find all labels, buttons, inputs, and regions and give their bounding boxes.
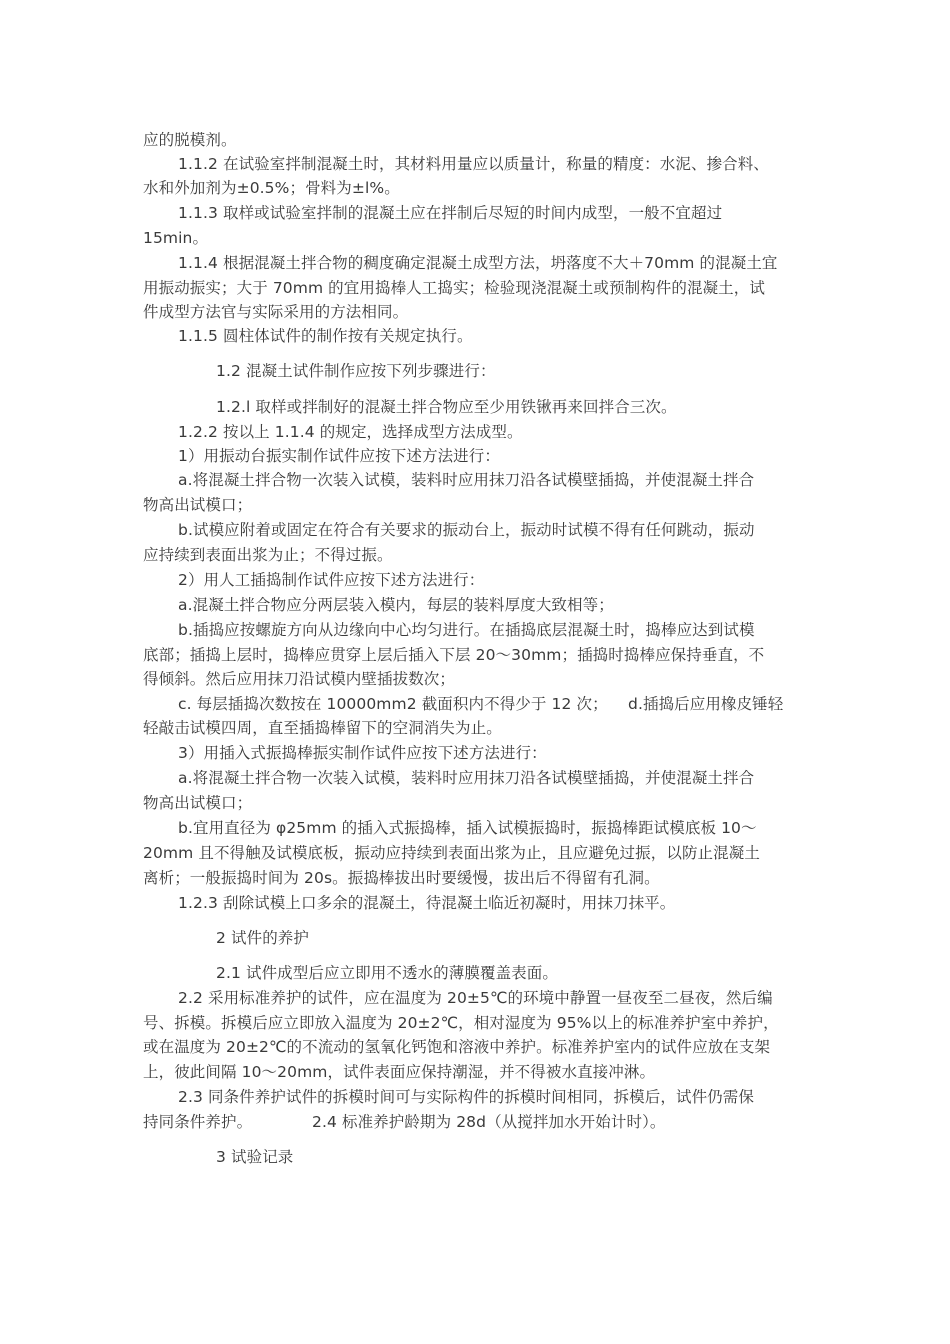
text-line: 1.1.5 圆柱体试件的制作按有关规定执行。 (178, 327, 473, 345)
text-line: 用振动振实；大于 70mm 的宜用捣棒人工捣实；检验现浇混凝土或预制构件的混凝土，试 (143, 279, 765, 297)
text-line: 或在温度为 20±2℃的不流动的氢氧化钙饱和溶液中养护。标准养护室内的试件应放在支架 (143, 1038, 771, 1056)
text-line: 离析；一般振捣时间为 20s。振捣棒拔出时要缓慢，拔出后不得留有孔洞。 (143, 869, 660, 887)
text-line: 1.2.2 按以上 1.1.4 的规定，选择成型方法成型。 (178, 423, 523, 441)
text-line: 底部；插捣上层时，捣棒应贯穿上层后插入下层 20～30mm；插捣时捣棒应保持垂直，不 (143, 646, 765, 664)
text-line: 1.1.4 根据混凝土拌合物的稠度确定混凝土成型方法，坍落度不大＋70mm 的混凝土宜 (178, 254, 778, 272)
text-line: 上，彼此间隔 10～20mm，试件表面应保持潮湿，并不得被水直接冲淋。 (143, 1063, 656, 1081)
text-line: 20mm 且不得触及试模底板，振动应持续到表面出浆为止，且应避免过振，以防止混凝土 (143, 844, 760, 862)
text-line: 1）用振动台振实制作试件应按下述方法进行： (178, 447, 500, 465)
text-line: 1.1.2 在试验室拌制混凝土时，其材料用量应以质量计，称量的精度：水泥、掺合料、 (178, 155, 769, 173)
text-line: 2）用人工插捣制作试件应按下述方法进行： (178, 571, 485, 589)
text-line: 2.3 同条件养护试件的拆模时间可与实际构件的拆模时间相同，拆模后，试件仍需保 (178, 1088, 754, 1106)
text-line: c. 每层插捣次数按在 10000mm2 截面积内不得少于 12 次； (178, 695, 608, 713)
text-line: 应的脱模剂。 (143, 131, 237, 149)
text-line: 物高出试模口； (143, 794, 253, 812)
text-line: 轻敲击试模四周，直至插捣棒留下的空洞消失为止。 (143, 719, 502, 737)
text-line: 水和外加剂为±0.5%；骨料为±l%。 (143, 179, 400, 197)
text-line: a.将混凝土拌合物一次装入试模，装料时应用抹刀沿各试模壁插捣，并使混凝土拌合 (178, 471, 755, 489)
text-line: 1.2.l 取样或拌制好的混凝土拌合物应至少用铁锹再来回拌合三次。 (216, 398, 677, 416)
text-line: 号、拆模。拆模后应立即放入温度为 20±2℃，相对湿度为 95%以上的标准养护室中养护， (143, 1014, 779, 1032)
section-heading: 3 试验记录 (216, 1148, 294, 1166)
text-line: 15min。 (143, 229, 209, 247)
text-line: b.试模应附着或固定在符合有关要求的振动台上，振动时试模不得有任何跳动，振动 (178, 521, 755, 539)
text-line: 3）用插入式振捣棒振实制作试件应按下述方法进行： (178, 744, 547, 762)
text-line: 物高出试模口； (143, 496, 253, 514)
text-line: a.混凝土拌合物应分两层装入模内，每层的装料厚度大致相等； (178, 596, 614, 614)
text-line: 应持续到表面出浆为止；不得过振。 (143, 546, 393, 564)
section-heading: 2 试件的养护 (216, 929, 309, 947)
text-line: 2.1 试件成型后应立即用不透水的薄膜覆盖表面。 (216, 964, 558, 982)
text-line: 1.1.3 取样或试验室拌制的混凝土应在拌制后尽短的时间内成型，一般不宜超过 (178, 204, 723, 222)
text-line: a.将混凝土拌合物一次装入试模，装料时应用抹刀沿各试模壁插捣，并使混凝土拌合 (178, 769, 755, 787)
text-line: 1.2.3 刮除试模上口多余的混凝土，待混凝土临近初凝时，用抹刀抹平。 (178, 894, 676, 912)
text-line: b.宜用直径为 φ25mm 的插入式振捣棒，插入试模振捣时，振捣棒距试模底板 10～ (178, 819, 757, 837)
text-line: 持同条件养护。 (143, 1113, 253, 1131)
text-line: 2.4 标准养护龄期为 28d（从搅拌加水开始计时）。 (312, 1113, 666, 1131)
text-line: d.插捣后应用橡皮锤轻 (628, 695, 784, 713)
text-line: 件成型方法官与实际采用的方法相同。 (143, 303, 409, 321)
section-heading: 1.2 混凝土试件制作应按下列步骤进行： (216, 362, 496, 380)
text-line: 得倾斜。然后应用抹刀沿试模内壁插拔数次； (143, 670, 456, 688)
text-line: 2.2 采用标准养护的试件，应在温度为 20±5℃的环境中静置一昼夜至二昼夜，然后编 (178, 989, 773, 1007)
text-line: b.插捣应按螺旋方向从边缘向中心均匀进行。在插捣底层混凝土时，捣棒应达到试模 (178, 621, 755, 639)
